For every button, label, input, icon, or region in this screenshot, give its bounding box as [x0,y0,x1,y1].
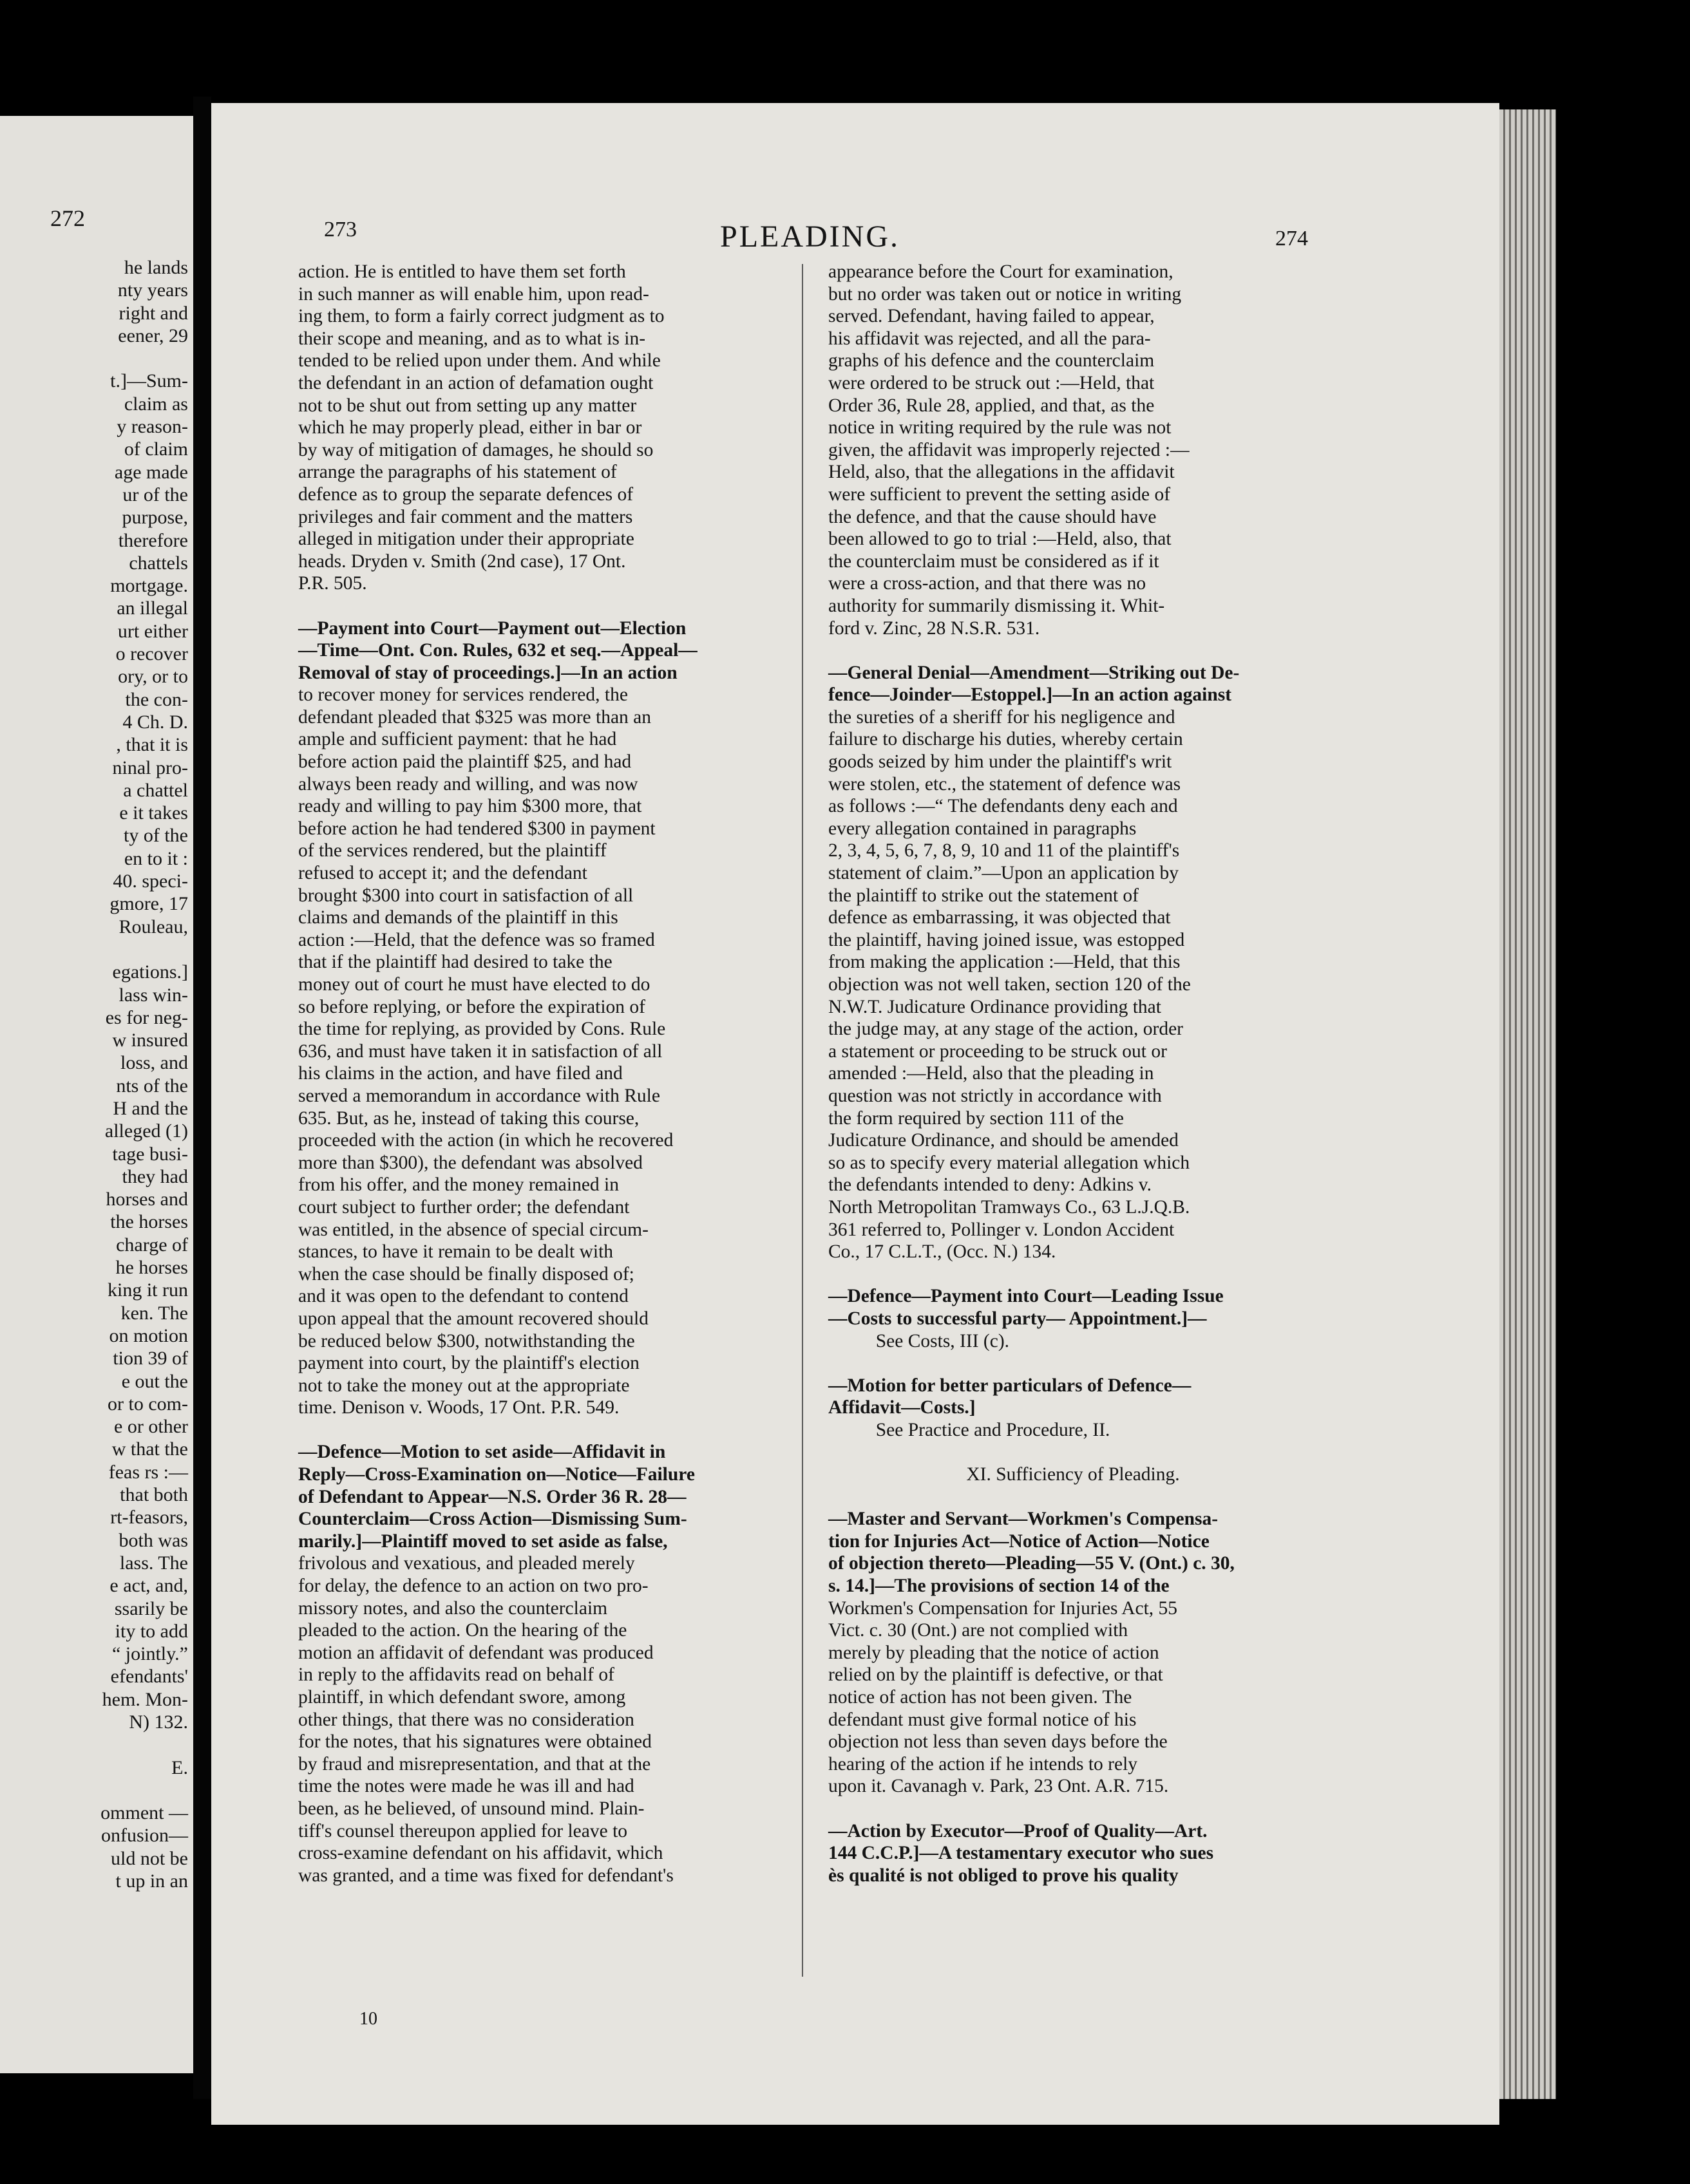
text-line: the defendant in an action of defamation ought [298,372,654,393]
text-line: ready and willing to pay him $300 more, that [298,796,642,817]
text-line: the defence, and that the cause should have [828,506,1157,527]
text-line: pleaded to the action. On the hearing of the [298,1620,627,1641]
case-heading [828,1375,1318,1419]
text-line: ford v. Zinc, 28 N.S.R. 531. [828,617,1040,639]
previous-page-line: ken. The [120,1302,188,1324]
text-line: in such manner as will enable him, upon read- [298,283,649,305]
text-line: of the services rendered, but the plaintiff [298,840,607,861]
cross-reference [828,1330,1318,1353]
previous-page-line: king it run [108,1279,188,1301]
previous-page-line [3,1779,188,1802]
previous-page-line: loss, and [120,1052,188,1074]
book-page [211,103,1499,2125]
text-line: his affidavit was rejected, and all the para- [828,328,1151,349]
text-line: frivolous and vexatious, and pleaded merely [298,1553,635,1574]
text-line: Co., 17 C.L.T., (Occ. N.) 134. [828,1241,1056,1263]
text-line: —Motion for better particulars of Defence— [828,1375,1192,1396]
previous-page-text [3,256,188,1892]
text-line: defence as to group the separate defences of [298,484,634,505]
previous-page-line: es for neg- [105,1006,188,1028]
page-number-273: 273 [324,218,357,241]
text-line: proceeded with the action (in which he recovered [298,1130,674,1151]
previous-page-line: feas rs :— [108,1461,188,1483]
previous-page-line: w insured [112,1030,188,1051]
text-line: 636, and must have taken it in satisfaction of all [298,1040,663,1062]
text-line: Removal of stay of proceedings.]—In an action [298,662,678,683]
text-line: of objection thereto—Pleading—55 V. (Ont.) c. 30, [828,1553,1235,1574]
paragraph-gap [298,595,778,617]
previous-page-line: age made [114,461,188,483]
text-line: by fraud and misrepresentation, and that at the [298,1753,651,1774]
text-line: upon appeal that the amount recovered should [298,1308,649,1329]
paragraph-gap [828,1441,1318,1464]
previous-page-line: e act, and, [109,1575,188,1597]
page-edges [1499,109,1556,2099]
text-line: served. Defendant, having failed to appear, [828,306,1155,327]
text-line: were ordered to be struck out :—Held, that [828,372,1155,393]
previous-page-line: on motion [109,1324,188,1346]
text-line: Counterclaim—Cross Action—Dismissing Sum- [298,1509,687,1530]
text-line: fence—Joinder—Estoppel.]—In an action against [828,684,1232,706]
previous-page-line: tion 39 of [113,1348,188,1370]
text-line: not to be shut out from setting up any matter [298,395,637,416]
text-line: time the notes were made he was ill and had [298,1776,634,1797]
previous-page-line: efendants' [110,1666,188,1688]
book-gutter [193,97,211,2099]
text-line: for delay, the defence to an action on two pro- [298,1576,649,1597]
case-heading [828,1508,1318,1597]
previous-page [0,116,193,2073]
text-line: of Defendant to Appear—N.S. Order 36 R. 28— [298,1486,687,1507]
text-line: plaintiff, in which defendant swore, among [298,1687,626,1708]
previous-page-line: they had [122,1165,188,1187]
text-line: before action paid the plaintiff $25, and had [298,751,632,773]
text-line: to recover money for services rendered, the [298,684,628,706]
text-line: not to take the money out at the appropriate [298,1375,630,1396]
text-line: court subject to further order; the defendant [298,1196,630,1218]
text-line: alleged in mitigation under their appropriate [298,529,634,550]
previous-page-line: Rouleau, [119,916,188,937]
case-paragraph [298,261,778,595]
text-line: by way of mitigation of damages, he should so [298,439,654,460]
text-line: cross-examine defendant on his affidavit, which [298,1843,663,1864]
previous-page-line: e or other [114,1416,188,1438]
column-divider [802,264,803,1977]
text-line: 144 C.C.P.]—A testamentary executor who sues [828,1843,1214,1864]
text-line: the defendants intended to deny: Adkins v. [828,1174,1152,1196]
text-line: See Practice and Procedure, II. [828,1419,1110,1440]
previous-page-line: purpose, [122,507,188,529]
text-line: be reduced below $300, notwithstanding the [298,1330,635,1351]
previous-page-line: tage busi- [112,1143,188,1165]
previous-page-line: right and [119,302,188,324]
text-line: XI. Sufficiency of Pleading. [966,1464,1180,1485]
text-line: North Metropolitan Tramways Co., 63 L.J.Q.B. [828,1196,1190,1218]
previous-page-line: 4 Ch. D. [122,711,188,733]
text-line: hearing of the action if he intends to rely [828,1753,1138,1774]
text-line: privileges and fair comment and the matters [298,506,633,527]
text-line: merely by pleading that the notice of action [828,1642,1159,1663]
text-line: notice of action has not been given. The [828,1687,1132,1708]
previous-page-line: a chattel [123,779,188,801]
text-line: given, the affidavit was improperly rejected :— [828,439,1190,460]
previous-page-line: urt either [117,620,188,642]
text-line: missory notes, and also the counterclaim [298,1597,608,1619]
previous-page-line: omment — [100,1802,188,1824]
previous-page-line [3,938,188,961]
text-line: other things, that there was no consideration [298,1709,634,1730]
text-line: graphs of his defence and the counterclaim [828,350,1155,372]
previous-page-line: hem. Mon- [102,1688,188,1710]
previous-page-number: 272 [50,205,85,231]
previous-page-line: e out the [121,1370,188,1392]
text-line: Workmen's Compensation for Injuries Act, 55 [828,1597,1178,1619]
running-title: PLEADING. [720,220,900,254]
previous-page-line: o recover [115,643,188,665]
text-line: —Payment into Court—Payment out—Election [298,617,687,639]
text-line: s. 14.]—The provisions of section 14 of the [828,1576,1170,1597]
text-line: marily.]—Plaintiff moved to set aside as false, [298,1530,668,1552]
text-line: so as to specify every material allegation which [828,1152,1190,1173]
text-line: payment into court, by the plaintiff's election [298,1353,640,1374]
text-line: before action he had tendered $300 in payment [298,818,656,839]
paragraph-gap [828,1263,1318,1286]
text-line: Vict. c. 30 (Ont.) are not complied with [828,1620,1128,1641]
previous-page-line: E. [171,1756,188,1778]
text-line: as follows :—“ The defendants deny each and [828,796,1178,817]
left-column [298,261,778,1887]
previous-page-line: both was [119,1529,188,1551]
text-line: served a memorandum in accordance with Rule [298,1085,660,1106]
text-line: objection was not well taken, section 120 of the [828,974,1191,995]
paragraph-gap [828,639,1318,662]
previous-page-line: horses and [106,1189,188,1210]
case-heading [298,617,778,684]
text-line: objection not less than seven days before the [828,1731,1168,1753]
text-line: ample and sufficient payment: that he had [298,729,617,750]
text-line: time. Denison v. Woods, 17 Ont. P.R. 549. [298,1397,620,1418]
text-line: which he may properly plead, either in bar or [298,417,642,438]
text-line: but no order was taken out or notice in writing [828,283,1182,305]
text-line: were stolen, etc., the statement of defence was [828,773,1181,795]
text-line: claims and demands of the plaintiff in this [298,907,618,928]
text-line: the counterclaim must be considered as if it [828,551,1159,572]
text-line: ès qualité is not obliged to prove his quality [828,1865,1179,1886]
text-line: —Master and Servant—Workmen's Compensa- [828,1509,1219,1530]
text-line: —Costs to successful party— Appointment.]— [828,1308,1207,1329]
text-line: upon it. Cavanagh v. Park, 23 Ont. A.R. 715. [828,1776,1169,1797]
previous-page-line: ur of the [122,484,188,505]
previous-page-line [3,1733,188,1756]
text-line: action :—Held, that the defence was so framed [298,929,655,950]
case-heading [298,1441,778,1552]
text-line: Held, also, that the allegations in the affidavit [828,462,1175,483]
cross-reference [828,1419,1318,1442]
previous-page-line: y reason- [117,416,188,438]
text-line: his claims in the action, and have filed and [298,1063,623,1084]
previous-page-line: ninal pro- [112,757,188,778]
previous-page-line: therefore [118,529,188,551]
text-line: statement of claim.”—Upon an application by [828,863,1179,884]
previous-page-line: t.]—Sum- [110,370,188,392]
text-line: always been ready and willing, and was now [298,773,638,795]
previous-page-line: ity to add [115,1620,188,1642]
text-line: —General Denial—Amendment—Striking out De- [828,662,1240,683]
previous-page-line [3,347,188,370]
paragraph-gap [828,1352,1318,1375]
case-paragraph [828,1597,1318,1798]
text-line: question was not strictly in accordance with [828,1085,1162,1106]
previous-page-line: of claim [124,438,188,460]
case-paragraph [828,261,1318,639]
previous-page-line: the con- [125,688,188,710]
previous-page-line: alleged (1) [104,1120,188,1142]
text-line: were sufficient to prevent the setting aside of [828,484,1171,505]
previous-page-line: or to com- [108,1393,188,1415]
text-line: Order 36, Rule 28, applied, and that, as the [828,395,1155,416]
text-line: the plaintiff, having joined issue, was estopped [828,929,1185,950]
previous-page-line: uld not be [111,1847,188,1869]
previous-page-line: an illegal [117,598,188,619]
text-line: relied on by the plaintiff is defective, or that [828,1664,1163,1686]
text-line: —Time—Ont. Con. Rules, 632 et seq.—Appeal— [298,640,698,661]
previous-page-line: mortgage. [110,575,188,597]
previous-page-line: gmore, 17 [109,893,188,915]
text-line: from making the application :—Held, that this [828,952,1181,973]
text-line: that if the plaintiff had desired to take the [298,952,612,973]
previous-page-line: H and the [113,1097,188,1119]
case-paragraph [828,706,1318,1263]
previous-page-line: lass win- [119,984,188,1006]
case-heading [828,662,1318,706]
previous-page-line: ty of the [124,825,188,847]
text-line: for the notes, that his signatures were obtained [298,1731,652,1753]
text-line: was granted, and a time was fixed for defendant's [298,1865,674,1886]
paragraph-gap [828,1486,1318,1509]
text-line: the sureties of a sheriff for his negligence and [828,706,1175,728]
text-line: so before replying, or before the expiration of [298,996,645,1017]
previous-page-line: , that it is [116,734,188,756]
text-line: the judge may, at any stage of the action, order [828,1019,1184,1040]
text-line: amended :—Held, also that the pleading in [828,1063,1154,1084]
previous-page-line: that both [120,1484,188,1506]
case-heading [828,1285,1318,1330]
previous-page-line: ory, or to [118,666,188,688]
text-line: goods seized by him under the plaintiff's writ [828,751,1172,773]
text-line: —Defence—Motion to set aside—Affidavit in [298,1442,666,1463]
previous-page-line: lass. The [119,1552,188,1574]
text-line: Judicature Ordinance, and should be amended [828,1130,1179,1151]
previous-page-line: claim as [124,393,188,415]
paragraph-gap [298,1419,778,1442]
previous-page-line: he lands [124,257,188,278]
previous-page-line: 40. speci- [113,871,188,892]
text-line: money out of court he must have elected to do [298,974,650,995]
previous-page-line: e it takes [119,802,188,824]
text-line: appearance before the Court for examination, [828,261,1173,282]
page-number-274: 274 [1275,227,1308,250]
text-line: failure to discharge his duties, whereby certain [828,729,1183,750]
text-line: the plaintiff to strike out the statement of [828,885,1139,906]
text-line: Affidavit—Costs.] [828,1397,976,1418]
text-line: action. He is entitled to have them set forth [298,261,626,282]
text-line: heads. Dryden v. Smith (2nd case), 17 Ont. [298,551,626,572]
text-line: more than $300), the defendant was absolved [298,1152,643,1173]
text-line: tended to be relied upon under them. And while [298,350,661,372]
previous-page-line: eener, 29 [118,325,188,346]
previous-page-line: nty years [117,279,188,301]
text-line: ing them, to form a fairly correct judgment as to [298,306,665,327]
previous-page-line: charge of [116,1234,188,1256]
text-line: been, as he believed, of unsound mind. Plain- [298,1798,645,1819]
text-line: authority for summarily dismissing it. Whit- [828,595,1165,616]
text-line: from his offer, and the money remained in [298,1174,619,1196]
signature-mark: 10 [359,2009,377,2029]
previous-page-line: w that the [111,1438,188,1460]
previous-page-line: “ jointly.” [111,1643,188,1665]
previous-page-line: he horses [115,1257,188,1279]
previous-page-line: t up in an [115,1870,188,1892]
text-line: in reply to the affidavits read on behalf of [298,1664,614,1686]
previous-page-line: en to it : [124,847,188,869]
text-line: defendant must give formal notice of his [828,1709,1137,1730]
previous-page-line: rt-feasors, [110,1507,188,1529]
text-line: 2, 3, 4, 5, 6, 7, 8, 9, 10 and 11 of the plaintiff's [828,840,1180,861]
text-line: notice in writing required by the rule was not [828,417,1172,438]
previous-page-line: the horses [110,1211,188,1233]
text-line: P.R. 505. [298,573,367,594]
text-line: brought $300 into court in satisfaction of all [298,885,634,906]
text-line: refused to accept it; and the defendant [298,863,587,884]
case-paragraph [298,684,778,1419]
text-line: the form required by section 111 of the [828,1107,1125,1129]
text-line: motion an affidavit of defendant was produced [298,1642,654,1663]
text-line: stances, to have it remain to be dealt with [298,1241,614,1263]
paragraph-gap [828,1798,1318,1820]
previous-page-line: ssarily be [114,1597,188,1619]
text-line: arrange the paragraphs of his statement of [298,462,617,483]
text-line: defence as embarrassing, it was objected that [828,907,1171,928]
case-heading [828,1820,1318,1887]
text-line: Reply—Cross-Examination on—Notice—Failure [298,1464,695,1485]
text-line: tiff's counsel thereupon applied for leave to [298,1820,628,1841]
text-line: and it was open to the defendant to contend [298,1286,629,1307]
text-line: every allegation contained in paragraphs [828,818,1137,839]
previous-page-line: egations.] [112,961,188,983]
text-line: when the case should be finally disposed of; [298,1263,634,1285]
text-line: defendant pleaded that $325 was more than an [298,706,652,728]
section-heading [828,1464,1318,1486]
text-line: the time for replying, as provided by Cons. Rule [298,1019,666,1040]
text-line: —Defence—Payment into Court—Leading Issue [828,1286,1224,1307]
text-line: was entitled, in the absence of special circum- [298,1219,649,1240]
text-line: were a cross-action, and that there was no [828,573,1146,594]
text-line: been allowed to go to trial :—Held, also, that [828,529,1172,550]
right-column [828,261,1318,1887]
case-paragraph [298,1552,778,1887]
previous-page-line: N) 132. [129,1711,188,1733]
text-line: their scope and meaning, and as to what is in- [298,328,646,349]
text-line: —Action by Executor—Proof of Quality—Art. [828,1820,1208,1841]
text-line: See Costs, III (c). [828,1330,1010,1351]
text-line: tion for Injuries Act—Notice of Action—Notice [828,1530,1210,1552]
previous-page-line: onfusion— [101,1825,188,1847]
text-line: 361 referred to, Pollinger v. London Accident [828,1219,1175,1240]
previous-page-line: chattels [129,552,188,574]
text-line: N.W.T. Judicature Ordinance providing that [828,996,1161,1017]
text-line: 635. But, as he, instead of taking this course, [298,1107,640,1129]
previous-page-line: nts of the [116,1075,188,1097]
text-line: a statement or proceeding to be struck out or [828,1040,1167,1062]
